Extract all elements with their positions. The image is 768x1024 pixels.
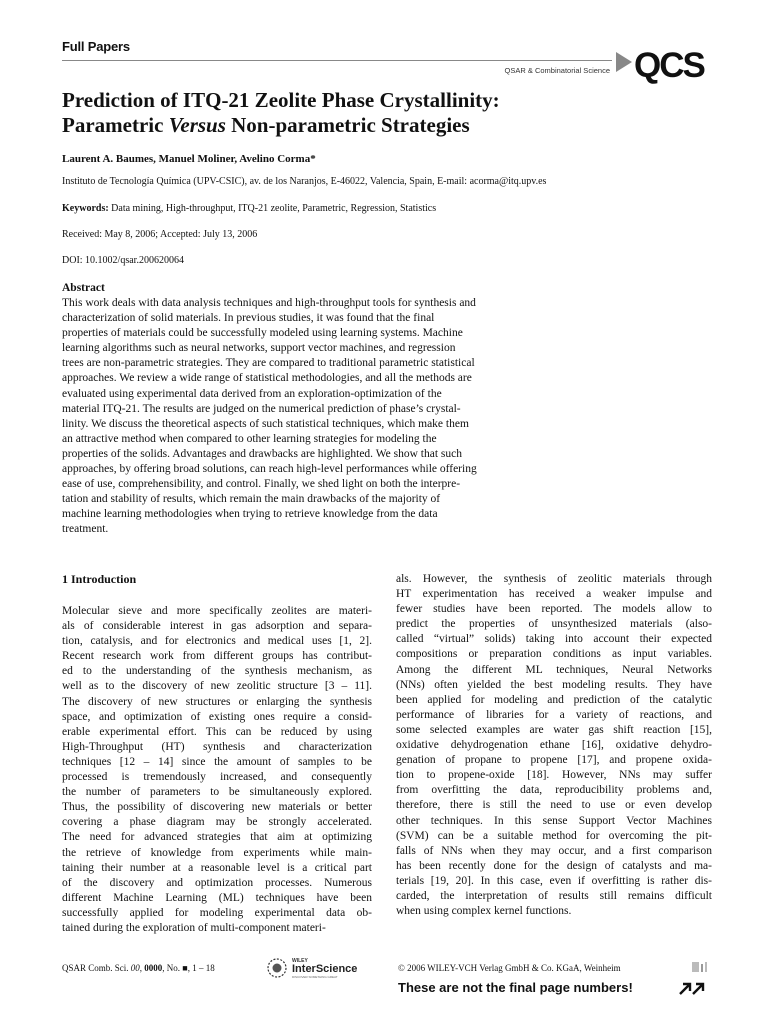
keywords-label: Keywords: bbox=[62, 203, 109, 214]
text-line: approaches. We review a wide range of statistical methodologies, and all the methods are bbox=[62, 372, 472, 385]
text-line: covering a phase diagram may be strongly accelerated. bbox=[62, 816, 372, 829]
text-line: has been recently done for the design of catalysts and ma- bbox=[396, 859, 712, 872]
text-line: techniques [12 – 14] since the amount of samples to be bbox=[62, 755, 372, 768]
title-part-c: Non-parametric Strategies bbox=[225, 113, 470, 137]
text-line: well as to the discovery of new zeolitic structure [3 – 11]. bbox=[62, 680, 372, 693]
text-line: of the discovery and optimization processes. Numerous bbox=[62, 876, 372, 889]
text-line: genation of propane to propene [17], and propene oxida- bbox=[396, 754, 712, 767]
text-line: Among the different ML techniques, Neural Networks bbox=[396, 663, 712, 676]
text-line: The need for advanced strategies that aim at optimizing bbox=[62, 831, 372, 844]
citation-sep-1: , bbox=[139, 963, 145, 973]
text-line: properties of the solids. Advantages and drawbacks are highlighted. We show that such bbox=[62, 447, 462, 460]
double-up-right-arrow-icon bbox=[678, 980, 706, 996]
text-line: falls of NNs when they may occur, and a first comparison bbox=[396, 844, 712, 857]
wiley-interscience-logo bbox=[266, 955, 376, 981]
not-final-notice: These are not the final page numbers! bbox=[398, 980, 633, 995]
section-label: Full Papers bbox=[62, 39, 130, 54]
title-line-2 bbox=[62, 113, 702, 138]
body-column-left bbox=[62, 604, 372, 936]
text-line: (SVM) can be a suitable method for overcoming the pit- bbox=[396, 829, 712, 842]
text-line: other techniques. In this sense Support Vector Machines bbox=[396, 814, 712, 827]
text-line: tation and stability of results, which remain the main drawbacks of the majority of bbox=[62, 493, 441, 506]
text-line: evaluated using experimental data derived from an exploration-optimization of the bbox=[62, 387, 442, 400]
text-line: processed is tremendously increased, and consequently bbox=[62, 771, 372, 784]
text-line: performance of libraries for a variety of reactions, and bbox=[396, 708, 712, 721]
journal-name: QSAR & Combinatorial Science bbox=[504, 66, 610, 75]
keywords bbox=[62, 203, 436, 214]
title-part-versus: Versus bbox=[168, 113, 226, 137]
affiliation: Instituto de Tecnología Química (UPV-CSIC), av. de los Naranjos, E-46022, Valencia, Spain, E-mail: acorma@itq.upv.es bbox=[62, 176, 547, 187]
text-line: The discovery of new structures or enlarging the synthesis bbox=[62, 695, 372, 708]
text-line: erable experimental effort. This can be reduced by using bbox=[62, 725, 372, 738]
text-line: the retrieve of knowledge from experiments while main- bbox=[62, 846, 372, 859]
logo-tagline-text: DISCOVER SOMETHING GREAT bbox=[292, 975, 338, 979]
logo-interscience-text: InterScience bbox=[292, 963, 358, 975]
text-line: approaches, by offering broad solutions, can reach high-level performances while offering bbox=[62, 463, 477, 476]
text-line: successfully applied for modeling experimental data ob- bbox=[62, 906, 372, 919]
title-part-a: Parametric bbox=[62, 113, 169, 137]
text-line: Thus, the possibility of discovering new materials or better bbox=[62, 801, 372, 814]
text-line: terials [19, 20]. In this case, even if overfitting is rather dis- bbox=[396, 874, 712, 887]
citation-year: 0000 bbox=[144, 963, 163, 973]
text-line: trees are non-parametric strategies. They are compared to traditional parametric statistical bbox=[62, 357, 475, 370]
qcs-logo bbox=[616, 44, 716, 86]
introduction-heading: 1 Introduction bbox=[62, 572, 137, 586]
text-line: properties of materials could be successfully modeled using learning systems. Machine bbox=[62, 327, 463, 340]
qcs-logo-triangle bbox=[616, 52, 632, 72]
text-line: tion, catalysis, and for electronics and medical uses [1, 2]. bbox=[62, 635, 372, 648]
text-line: material ITQ-21. The results are judged on the numerical prediction of phase’s crystal- bbox=[62, 402, 461, 415]
text-line: an attractive method when compared to other learning strategies for modeling the bbox=[62, 432, 437, 445]
footer-citation bbox=[62, 963, 215, 973]
text-line: oxidative dehydrogenation ethane [16], oxidative dehydro- bbox=[396, 739, 712, 752]
text-line: therefore, there is still the need to use or even develop bbox=[396, 799, 712, 812]
text-line: when using complex kernel functions. bbox=[396, 905, 572, 918]
text-line: als. However, the synthesis of zeolitic materials through bbox=[396, 573, 712, 585]
text-line: (NNs) often yielded the best modeling results. They have bbox=[396, 678, 712, 691]
text-line: compositions or preparation conditions as input variables. bbox=[396, 648, 712, 661]
text-line: characterization of solid materials. In previous studies, it was found that the final bbox=[62, 312, 435, 325]
authors: Laurent A. Baumes, Manuel Moliner, Avelino Corma* bbox=[62, 153, 316, 165]
text-line: from overfitting the data, reproducibility problems and, bbox=[396, 784, 712, 797]
text-line: learning algorithms such as neural networks, support vector machines, and regression bbox=[62, 342, 456, 355]
text-line: machine learning methodologies when trying to retrieve knowledge from the data bbox=[62, 508, 438, 521]
text-line: ease of use, comprehensibility, and control. Finally, we shed light on both the interpre- bbox=[62, 478, 461, 491]
keywords-list: Data mining, High-throughput, ITQ-21 zeolite, Parametric, Regression, Statistics bbox=[108, 203, 437, 214]
text-line: tion to propene-oxide [18]. However, NNs may suffer bbox=[396, 769, 712, 782]
text-line: some selected examples are water gas shift reaction [15], bbox=[396, 723, 712, 736]
text-line: HT experimentation has received a weaker impulse and bbox=[396, 588, 712, 601]
article-title bbox=[62, 88, 702, 138]
citation-pages: , 1 – 18 bbox=[187, 963, 215, 973]
body-column-right bbox=[396, 572, 712, 919]
text-line: space, and optimization of existing ones require a consid- bbox=[62, 710, 372, 723]
text-line: predict the properties of unsynthesized materials (also- bbox=[396, 618, 712, 631]
text-line: been applied for modeling and prediction of the catalytic bbox=[396, 693, 712, 706]
text-line: taining their number at a reasonable level is a critical part bbox=[62, 861, 372, 874]
footer-copyright: © 2006 WILEY-VCH Verlag GmbH & Co. KGaA, Weinheim bbox=[398, 963, 621, 973]
logo-wiley-text: WILEY bbox=[292, 958, 308, 964]
citation-no-label: , No. bbox=[162, 963, 183, 973]
text-line: fewer studies have been reported. The models allow to bbox=[396, 603, 712, 616]
text-line: the number of parameters to be simultaneously explored. bbox=[62, 786, 372, 799]
text-line: This work deals with data analysis techniques and high-throughput tools for synthesis and bbox=[62, 297, 476, 309]
text-line: linity. We discuss the theoretical aspects of such statistical techniques, which make them bbox=[62, 417, 469, 430]
doi: DOI: 10.1002/qsar.200620064 bbox=[62, 255, 184, 266]
text-line: als of considerable interest in gas adsorption and separa- bbox=[62, 620, 372, 633]
text-line: treatment. bbox=[62, 523, 109, 536]
title-line-1: Prediction of ITQ-21 Zeolite Phase Crystallinity: bbox=[62, 88, 500, 112]
text-line: carded, the interpretation of results still remains difficult bbox=[396, 889, 712, 902]
qcs-logo-text: QCS bbox=[634, 46, 704, 85]
abstract-heading: Abstract bbox=[62, 282, 105, 294]
header-rule bbox=[62, 60, 612, 61]
text-line: High-Throughput (HT) synthesis and characterization bbox=[62, 740, 372, 753]
citation-journal: QSAR Comb. Sci. bbox=[62, 963, 131, 973]
text-line: Recent research work from different groups has contribut- bbox=[62, 650, 372, 663]
page-marker-icon bbox=[692, 962, 710, 972]
text-line: tained during the exploration of multi-component materi- bbox=[62, 921, 326, 934]
citation-volume: 00 bbox=[130, 963, 140, 973]
text-line: called “virtual” solids) taking into account their expected bbox=[396, 633, 712, 646]
text-line: different Machine Learning (ML) techniques have been bbox=[62, 891, 372, 904]
citation-issue: ■ bbox=[182, 963, 188, 973]
received-date: Received: May 8, 2006; Accepted: July 13, 2006 bbox=[62, 229, 258, 240]
text-line: Molecular sieve and more specifically zeolites are materi- bbox=[62, 605, 372, 617]
abstract-body bbox=[62, 296, 562, 538]
text-line: ed to the understanding of the synthesis mechanism, as bbox=[62, 665, 372, 678]
